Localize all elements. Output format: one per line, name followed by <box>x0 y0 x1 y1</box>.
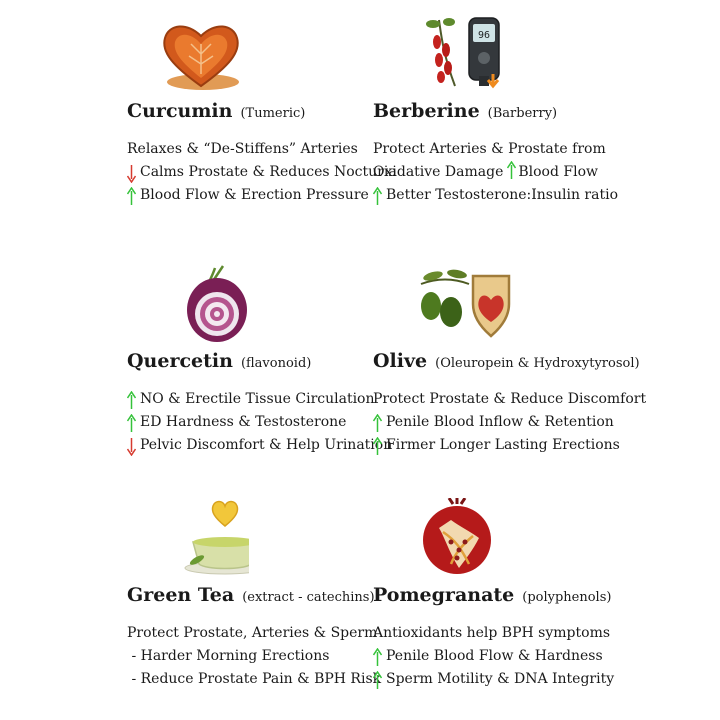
benefit-line: Protect Prostate & Reduce Discomfort <box>373 391 647 407</box>
benefit-line: Penile Blood Inflow & Retention <box>373 411 623 434</box>
up-arrow-icon <box>373 414 382 433</box>
benefit-line: - Harder Morning Erections <box>127 648 330 664</box>
card-title: Pomegranate <box>373 584 515 606</box>
olive-shield-heart-icon <box>417 264 513 344</box>
down-arrow-icon <box>127 437 136 456</box>
benefit-line: Blood Flow & Erection Pressure <box>127 184 377 207</box>
card-title: Berberine <box>373 100 480 122</box>
up-arrow-icon <box>507 161 516 180</box>
up-arrow-icon <box>127 187 136 206</box>
red-onion-icon <box>153 264 249 344</box>
svg-text:96: 96 <box>477 30 491 41</box>
card-subtitle: (extract - catechins) <box>242 590 375 605</box>
green-tea-cup-icon <box>153 498 249 578</box>
benefit-line: ED Hardness & Testosterone <box>127 411 377 434</box>
benefit-line: Firmer Longer Lasting Erections <box>373 434 623 457</box>
up-arrow-icon <box>373 671 382 690</box>
down-arrow-icon <box>127 164 136 183</box>
benefit-line: Antioxidants help BPH symptoms <box>373 625 611 641</box>
turmeric-heart-icon <box>153 14 249 94</box>
benefit-line: Relaxes & “De-Stiffens” Arteries <box>127 141 358 157</box>
benefit-line: Protect Arteries & Prostate from <box>373 141 606 157</box>
benefit-line: Sperm Motility & DNA Integrity <box>373 668 623 691</box>
card-subtitle: (Oleuropein & Hydroxytyrosol) <box>435 356 640 371</box>
up-arrow-icon <box>373 187 382 206</box>
card-subtitle: (Barberry) <box>487 106 558 121</box>
benefit-line: Better Testosterone:Insulin ratio <box>373 184 623 207</box>
up-arrow-icon <box>373 648 382 667</box>
up-arrow-icon <box>127 414 136 433</box>
benefit-line: Penile Blood Flow & Hardness <box>373 645 623 668</box>
card-subtitle: (polyphenols) <box>522 590 612 605</box>
card-title: Green Tea <box>127 584 235 606</box>
pomegranate-dna-icon <box>399 498 495 578</box>
up-arrow-icon <box>373 437 382 456</box>
barberry-glucose-meter-icon <box>417 14 513 94</box>
benefit-line: NO & Erectile Tissue Circulation <box>127 388 377 411</box>
benefit-line: Oxidative Damage Blood Flow <box>373 161 623 184</box>
benefit-line: Pelvic Discomfort & Help Urination <box>127 434 377 457</box>
card-title: Quercetin <box>127 350 233 372</box>
benefit-line: Calms Prostate & Reduces Nocturia <box>127 161 377 184</box>
benefit-line: - Reduce Prostate Pain & BPH Risk <box>127 671 382 687</box>
card-subtitle: (flavonoid) <box>240 356 312 371</box>
card-subtitle: (Tumeric) <box>240 106 306 121</box>
card-title: Curcumin <box>127 100 233 122</box>
up-arrow-icon <box>127 391 136 410</box>
card-title: Olive <box>373 350 428 372</box>
benefit-line: Protect Prostate, Arteries & Sperm <box>127 625 378 641</box>
